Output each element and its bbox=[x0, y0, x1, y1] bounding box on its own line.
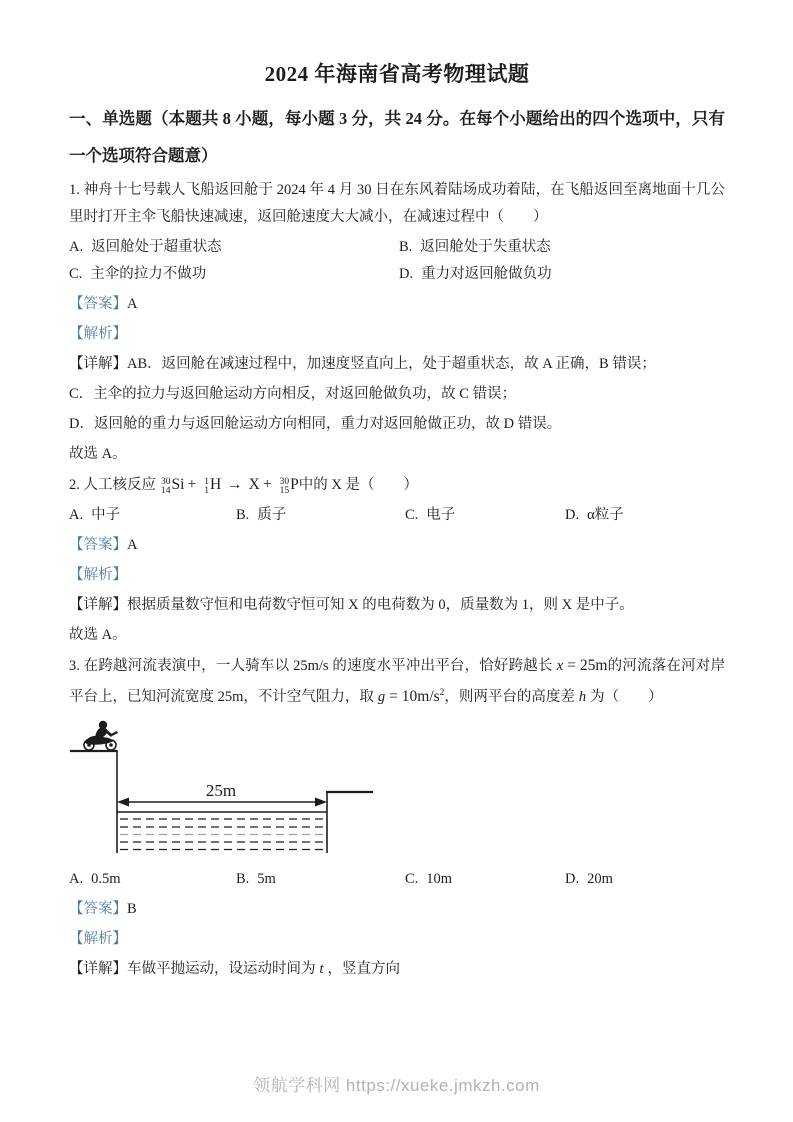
mass-number: 1 bbox=[204, 476, 209, 487]
option-d bbox=[399, 261, 725, 288]
math-variable-t: t bbox=[319, 960, 324, 977]
detail-label: 【详解】 bbox=[69, 960, 127, 977]
answer-label: 【答案】 bbox=[69, 537, 127, 553]
phosphorus-prescripts bbox=[280, 478, 290, 497]
question-2-stem bbox=[69, 471, 725, 499]
detail-text: 车做平抛运动，设运动时间为 bbox=[127, 960, 316, 977]
option-label: C. bbox=[405, 870, 419, 887]
nuclear-reaction-formula bbox=[156, 476, 299, 496]
question-3 bbox=[69, 652, 725, 983]
math-variable-g: g bbox=[377, 688, 386, 705]
mass-number: 30 bbox=[161, 476, 171, 487]
option-label: B. bbox=[399, 239, 413, 255]
option-label: A. bbox=[69, 507, 84, 523]
answer-value: A bbox=[127, 537, 138, 553]
math-exponent: 2 bbox=[439, 688, 445, 698]
stem-text: 3. 在跨越河流表演中，一人骑车以 25m/s 的速度水平冲出平台，恰好跨越长 bbox=[69, 658, 553, 674]
stem-text: 为（ ） bbox=[590, 688, 663, 705]
water-dashes bbox=[120, 819, 324, 850]
option-text: 电子 bbox=[426, 507, 456, 523]
answer-line bbox=[69, 532, 725, 559]
option-label: D. bbox=[565, 507, 580, 523]
option-label: A. bbox=[69, 870, 84, 887]
question-2 bbox=[69, 471, 725, 649]
conclusion-line: 故选 A。 bbox=[69, 627, 127, 643]
river-crossing-figure-wrap bbox=[69, 717, 725, 862]
detail-paragraph bbox=[69, 592, 725, 619]
detail-text: ，竖直方向 bbox=[327, 960, 401, 977]
mass-number: 30 bbox=[279, 476, 290, 487]
stem-text: 的河流落在河对岸平台上，已知河流宽度 25m，不计空气阻力，取 bbox=[69, 658, 725, 705]
option-label: D. bbox=[399, 266, 414, 282]
hydrogen-prescripts bbox=[204, 478, 209, 497]
silicon-prescripts bbox=[161, 478, 171, 497]
atomic-number: 1 bbox=[204, 486, 209, 496]
analysis-label: 【解析】 bbox=[69, 567, 127, 583]
option-text: 主伞的拉力不做功 bbox=[90, 266, 207, 282]
analysis-label: 【解析】 bbox=[69, 930, 127, 947]
detail-label: 【详解】 bbox=[69, 597, 127, 613]
option-a bbox=[69, 234, 399, 261]
analysis-line bbox=[69, 321, 725, 348]
detail-paragraph bbox=[69, 956, 725, 983]
element-symbol: P bbox=[290, 476, 299, 493]
plus-sign: + bbox=[262, 476, 272, 493]
section-heading: 一、单选题（本题共 8 小题，每小题 3 分，共 24 分。在每个小题给出的四个选项中，只有一个选项符合题意） bbox=[69, 109, 725, 165]
detail-paragraph bbox=[69, 351, 725, 378]
math-variable-h: h bbox=[578, 688, 587, 705]
option-a bbox=[69, 866, 236, 893]
math-value: = 10m/s bbox=[389, 687, 440, 705]
question-1-options bbox=[69, 234, 725, 288]
option-text: 返回舱处于失重状态 bbox=[420, 239, 551, 255]
detail-paragraph: D．返回舱的重力与返回舱运动方向相同，重力对返回舱做正功，故 D 错误。 bbox=[69, 416, 562, 432]
option-text: 质子 bbox=[257, 507, 287, 523]
math-value: = 25m bbox=[567, 657, 608, 674]
detail-text: AB．返回舱在减速过程中，加速度竖直向上，处于超重状态，故 A 正确，B 错误； bbox=[127, 356, 656, 372]
question-3-stem bbox=[69, 652, 725, 711]
option-label: D. bbox=[565, 870, 580, 887]
option-b bbox=[236, 502, 405, 529]
question-1 bbox=[69, 177, 725, 468]
option-d bbox=[565, 866, 725, 893]
option-text: 5m bbox=[257, 870, 276, 887]
unknown-particle: X bbox=[248, 476, 260, 493]
option-text: 0.5m bbox=[91, 870, 121, 887]
option-text: 10m bbox=[426, 870, 453, 887]
option-d bbox=[565, 502, 725, 529]
option-c bbox=[405, 866, 565, 893]
option-text: 返回舱处于超重状态 bbox=[91, 239, 222, 255]
reaction-arrow: → bbox=[227, 476, 243, 493]
option-label: C. bbox=[405, 507, 419, 523]
river-crossing-figure bbox=[69, 717, 389, 857]
analysis-label: 【解析】 bbox=[69, 326, 127, 342]
detail-text: 根据质量数守恒和电荷数守恒可知 X 的电荷数为 0，质量数为 1，则 X 是中子。 bbox=[127, 597, 634, 613]
option-text: 重力对返回舱做负功 bbox=[421, 266, 552, 282]
question-1-stem: 1. 神舟十七号载人飞船返回舱于 2024 年 4 月 30 日在东风着陆场成功着陆，在飞船返回至离地面十几公里时打开主伞飞船快速减速，返回舱速度大大减小，在减速过程中（ ） bbox=[69, 182, 725, 225]
arrow-head-left bbox=[117, 797, 129, 806]
option-b bbox=[399, 234, 725, 261]
analysis-line bbox=[69, 926, 725, 953]
stem-text: ，则两平台的高度差 bbox=[444, 688, 575, 705]
stem-suffix: 中的 X 是（ ） bbox=[298, 477, 418, 493]
atomic-number: 15 bbox=[279, 486, 290, 496]
conclusion-line: 故选 A。 bbox=[69, 446, 127, 462]
arrow-head-right bbox=[315, 797, 327, 806]
option-label: B. bbox=[236, 870, 250, 887]
detail-label: 【详解】 bbox=[69, 356, 127, 372]
watermark: 领航学科网 https://xueke.jmkzh.com bbox=[253, 1076, 540, 1095]
exam-title: 2024 年海南省高考物理试题 bbox=[264, 62, 530, 86]
element-symbol: H bbox=[209, 476, 222, 493]
option-label: B. bbox=[236, 507, 250, 523]
question-3-options bbox=[69, 866, 725, 893]
atomic-number: 14 bbox=[161, 486, 171, 496]
answer-label: 【答案】 bbox=[69, 296, 127, 312]
option-text: 中子 bbox=[91, 507, 121, 523]
math-variable-x: x bbox=[556, 658, 564, 674]
stem-prefix: 2. 人工核反应 bbox=[69, 477, 156, 493]
answer-label: 【答案】 bbox=[69, 900, 127, 917]
option-text: 20m bbox=[587, 870, 613, 887]
option-b bbox=[236, 866, 405, 893]
option-label: A. bbox=[69, 239, 84, 255]
answer-value: B bbox=[127, 900, 137, 917]
answer-line bbox=[69, 896, 725, 923]
span-label: 25m bbox=[205, 780, 237, 800]
plus-sign: + bbox=[187, 476, 197, 493]
motorcycle-rider-icon bbox=[84, 721, 118, 750]
detail-paragraph: C．主伞的拉力与返回舱运动方向相反，对返回舱做负功，故 C 错误； bbox=[69, 386, 517, 402]
option-text: α粒子 bbox=[587, 507, 624, 523]
option-c bbox=[69, 261, 399, 288]
element-symbol: Si bbox=[171, 476, 185, 493]
analysis-line bbox=[69, 562, 725, 589]
answer-value: A bbox=[127, 296, 138, 312]
option-label: C. bbox=[69, 266, 83, 282]
question-2-options bbox=[69, 502, 725, 529]
answer-line bbox=[69, 291, 725, 318]
option-a bbox=[69, 502, 236, 529]
option-c bbox=[405, 502, 565, 529]
